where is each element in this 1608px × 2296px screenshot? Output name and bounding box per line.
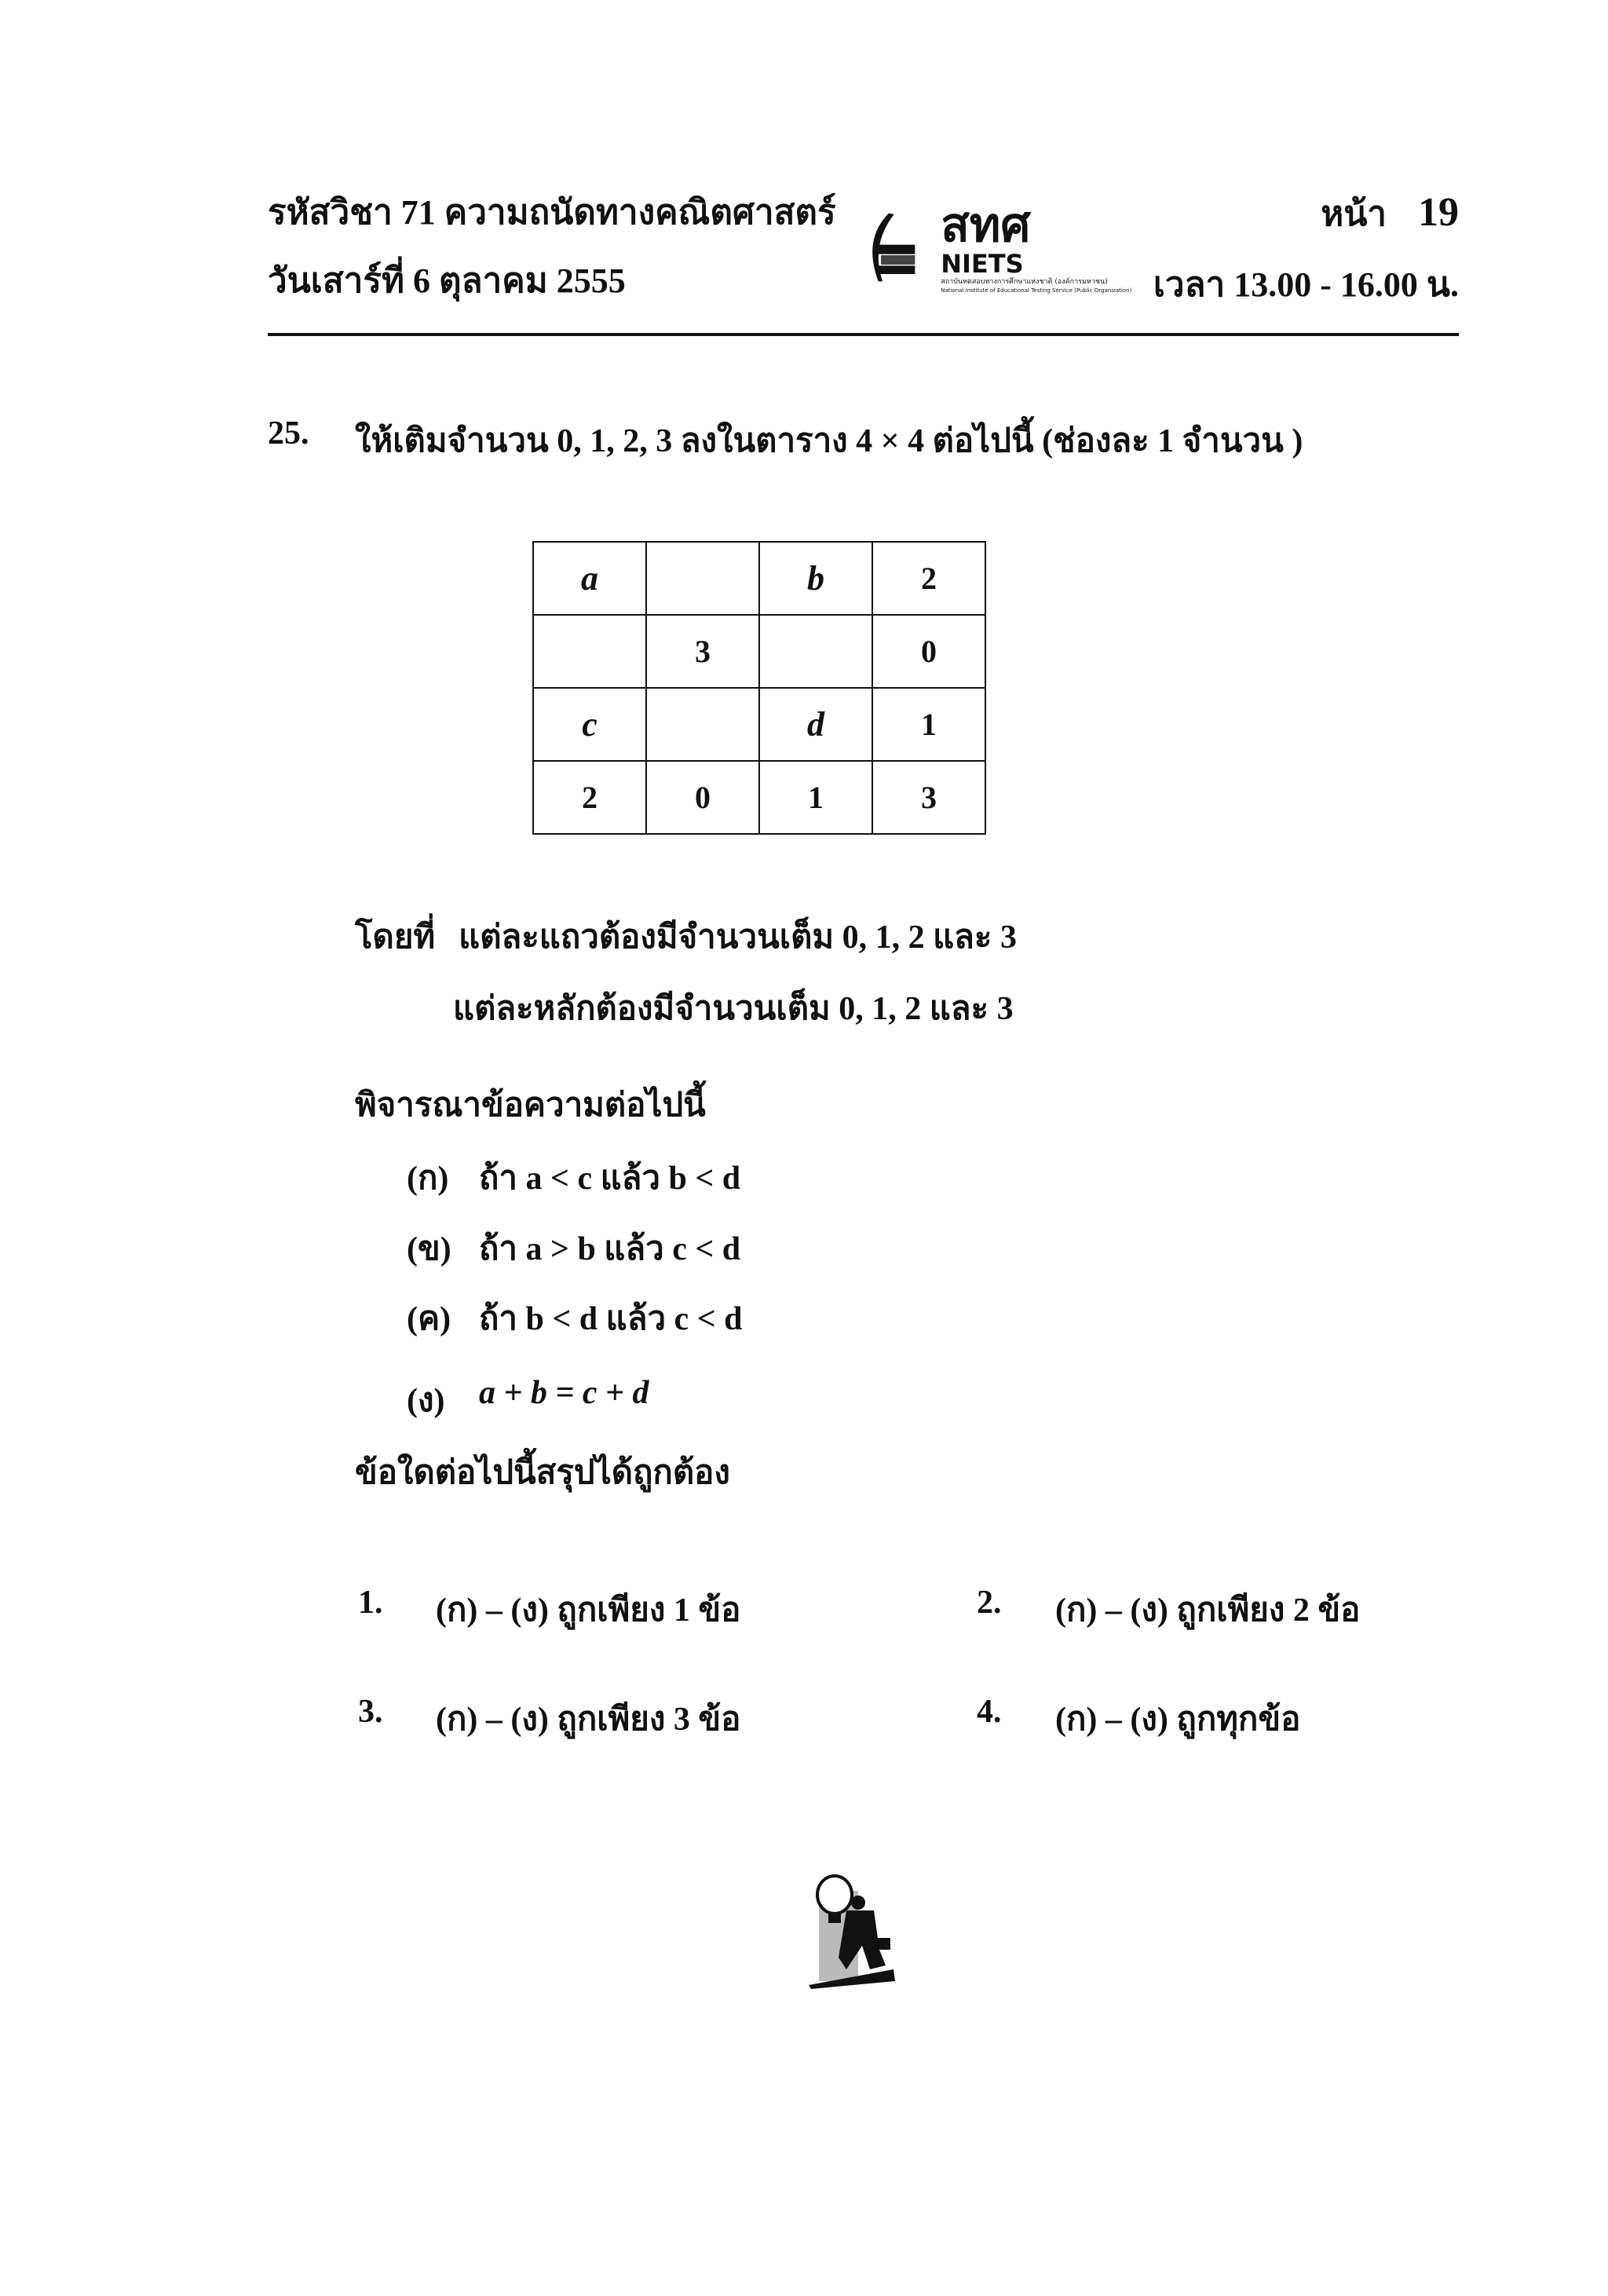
grid-cell: a [533, 542, 646, 615]
question-prompt: ข้อใดต่อไปนี้สรุปได้ถูกต้อง [355, 1455, 730, 1491]
statement-label: (ข) [407, 1231, 451, 1267]
grid-cell: 1 [872, 688, 985, 761]
grid-cell: 0 [646, 761, 759, 834]
grid-cell: c [533, 688, 646, 761]
statement-label: (ก) [407, 1161, 449, 1197]
choice-2[interactable]: (ก) – (ง) ถูกเพียง 2 ข้อ [1055, 1592, 1361, 1629]
grid-row [533, 615, 985, 688]
books-icon [857, 188, 936, 306]
grid-cell [646, 688, 759, 761]
grid-cell [533, 615, 646, 688]
grid-row [533, 761, 985, 834]
condition-row [355, 911, 1017, 963]
logo-text [941, 200, 1131, 294]
grid-cell: 3 [646, 615, 759, 688]
header-rule [268, 333, 1459, 336]
subject-code: รหัสวิชา 71 ความถนัดทางคณิตศาสตร์ [268, 193, 836, 232]
logo-abbr: NIETS [941, 249, 1024, 279]
grid-row [533, 542, 985, 615]
logo-thai: สทศ [941, 198, 1031, 253]
header-right [1153, 188, 1459, 305]
question-text: ให้เติมจำนวน 0, 1, 2, 3 ลงในตาราง 4 × 4 ต่อไปนี้ (ช่องละ 1 จำนวน ) [355, 423, 1303, 459]
page-number: 19 [1417, 190, 1459, 236]
grid-cell: d [759, 688, 872, 761]
statement-label: (ง) [407, 1383, 445, 1419]
number-grid [532, 541, 986, 835]
statement-label: (ค) [407, 1301, 451, 1337]
grid-cell: 1 [759, 761, 872, 834]
grid-cell [646, 542, 759, 615]
grid-cell: b [759, 542, 872, 615]
grid-cell: 2 [872, 542, 985, 615]
page-header [268, 188, 1459, 306]
choice-number[interactable]: 2. [977, 1585, 1002, 1621]
choice-3[interactable]: (ก) – (ง) ถูกเพียง 3 ข้อ [436, 1702, 741, 1738]
logo-name-en: National Institute of Educational Testing Service (Public Organization) [941, 287, 1132, 294]
grid-cell: 0 [872, 615, 985, 688]
logo-name-th: สถาบันทดสอบทางการศึกษาแห่งชาติ (องค์การมหาชน) [941, 278, 1108, 286]
choice-number[interactable]: 3. [358, 1694, 383, 1730]
choice-number[interactable]: 4. [977, 1694, 1002, 1730]
page-label: หน้า [1321, 195, 1387, 234]
question-number: 25. [268, 415, 309, 452]
niets-logo [857, 188, 1131, 306]
header-left [268, 192, 836, 302]
choice-number[interactable]: 1. [358, 1585, 383, 1621]
statement-text: ถ้า a < c แล้ว b < d [479, 1161, 741, 1197]
page-indicator [1321, 188, 1459, 237]
consider-heading: พิจารณาข้อความต่อไปนี้ [355, 1088, 706, 1124]
grid-cell [759, 615, 872, 688]
condition-columns: แต่ละหลักต้องมีจำนวนเต็ม 0, 1, 2 และ 3 [453, 991, 1014, 1027]
choice-4[interactable]: (ก) – (ง) ถูกทุกข้อ [1055, 1702, 1301, 1738]
grid-cell: 3 [872, 761, 985, 834]
condition-label: โดยที่ [355, 919, 436, 956]
condition-rows: แต่ละแถวต้องมีจำนวนเต็ม 0, 1, 2 และ 3 [459, 919, 1017, 956]
grid-cell: 2 [533, 761, 646, 834]
exam-time: เวลา 13.00 - 16.00 น. [1153, 265, 1459, 304]
statement-text: ถ้า a > b แล้ว c < d [479, 1231, 741, 1267]
statement-text: ถ้า b < d แล้ว c < d [479, 1301, 743, 1337]
choice-1[interactable]: (ก) – (ง) ถูกเพียง 1 ข้อ [436, 1592, 741, 1629]
lightbulb-person-icon [807, 1871, 897, 1989]
grid-row [533, 688, 985, 761]
exam-date: วันเสาร์ที่ 6 ตุลาคม 2555 [268, 261, 626, 300]
statement-text: a + b = c + d [479, 1375, 649, 1411]
